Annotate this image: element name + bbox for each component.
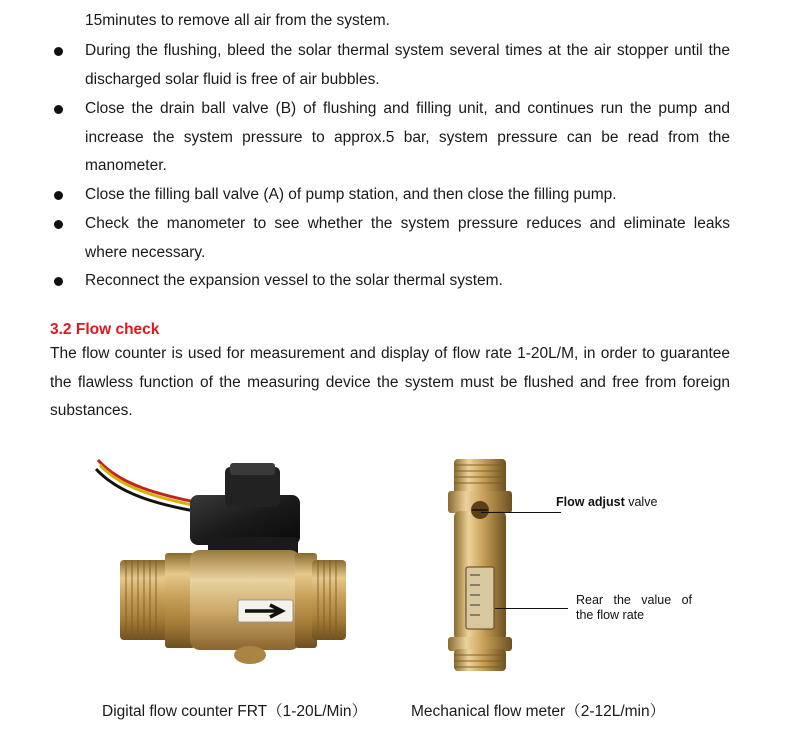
bullet-dot [54, 191, 63, 200]
bullet-dot [54, 220, 63, 229]
caption-mechanical-flow-meter: Mechanical flow meter（2-12L/min） [411, 703, 666, 720]
section-heading: 3.2 Flow check [50, 321, 160, 338]
bullet-dot [54, 277, 63, 286]
bullet-text: Reconnect the expansion vessel to the solar thermal system. [85, 272, 503, 289]
bullet-text: During the flushing, bleed the solar thermal system several times at the air stopper until the discharged solar fluid is free of air bubbles. [85, 42, 730, 88]
flow-adjust-label-bold: Flow adjust [556, 495, 625, 509]
continuation-line: 15minutes to remove all air from the system. [85, 12, 390, 29]
flow-adjust-label-rest: valve [624, 495, 658, 509]
section-body: The flow counter is used for measurement and display of flow rate 1-20L/M, in order to guarantee the flawless function of the measuring device the system must be flushed and free from foreign substances. [50, 345, 730, 420]
bullet-dot [54, 105, 63, 114]
read-value-label: Rear the value of the flow rate [576, 593, 692, 622]
bullet-text: Close the filling ball valve (A) of pump station, and then close the filling pump. [85, 186, 617, 203]
flow-adjust-leader-line [481, 512, 561, 513]
bullet-text: Check the manometer to see whether the system pressure reduces and eliminate leaks where necessary. [85, 215, 730, 261]
digital-flow-counter-photo [90, 455, 350, 670]
bullet-text: Close the drain ball valve (B) of flushing and filling unit, and continues run the pump and increase the system pressure to approx.5 bar, system pressure can be read from the manometer. [85, 100, 730, 175]
flow-adjust-label [556, 495, 657, 510]
caption-digital-flow-counter: Digital flow counter FRT（1-20L/Min） [102, 703, 368, 720]
mechanical-flow-meter-photo [440, 455, 520, 675]
read-value-leader-line [495, 608, 568, 609]
bullet-dot [54, 47, 63, 56]
